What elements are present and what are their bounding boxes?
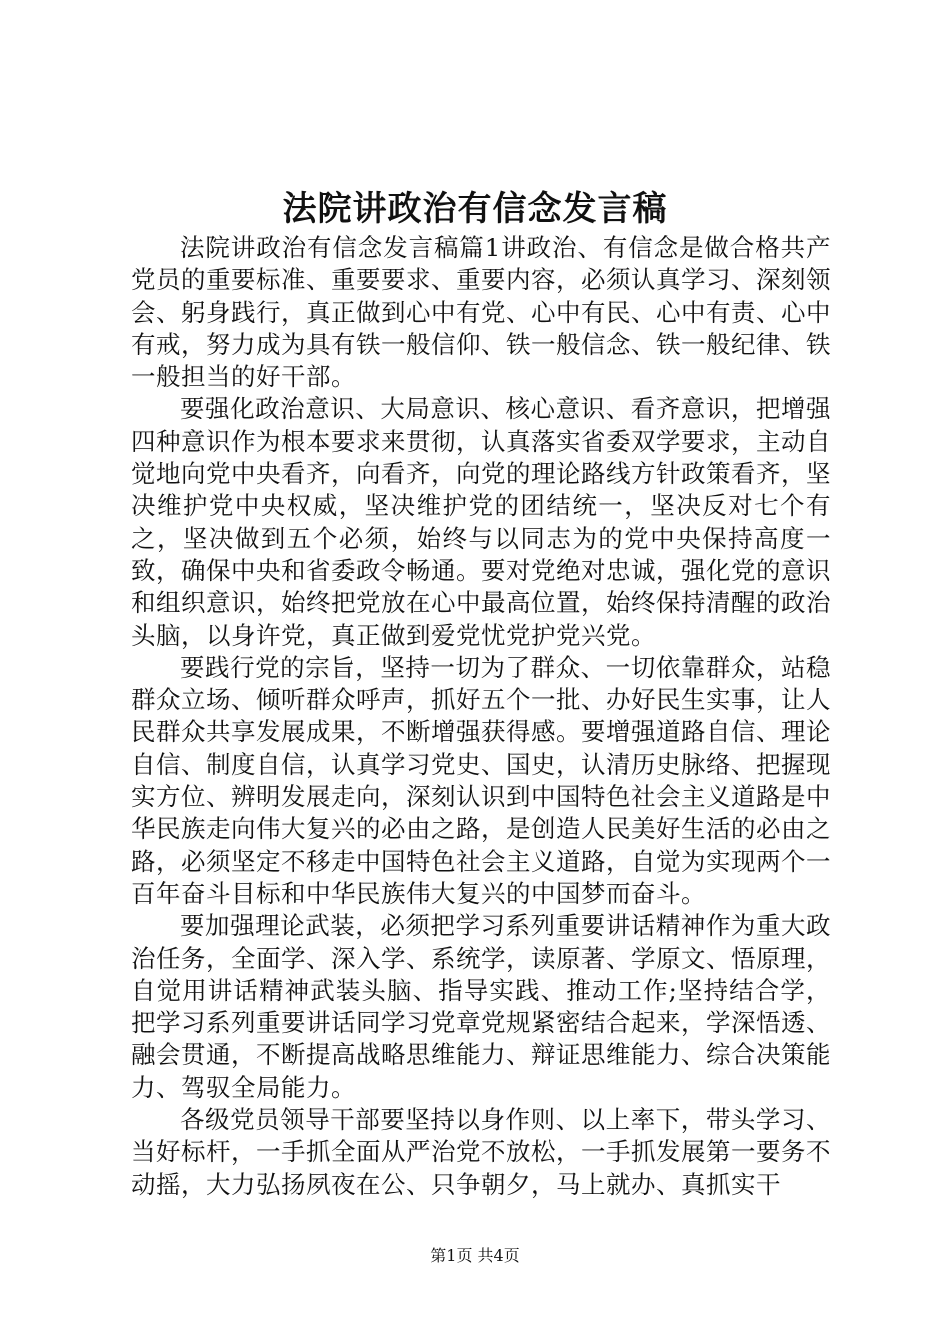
paragraph-5: 各级党员领导干部要坚持以身作则、以上率下，带头学习、当好标杆，一手抓全面从严治党不放松，一手抓发展第一要务不动摇，大力弘扬夙夜在公、只争朝夕，马上就办、真抓实干 — [131, 1105, 831, 1199]
page-footer: 第1页 共4页 — [430, 1246, 520, 1265]
paragraph-4: 要加强理论武装，必须把学习系列重要讲话精神作为重大政治任务，全面学、深入学、系统学，读原著、学原文、悟原理，自觉用讲话精神武装头脑、指导实践、推动工作;坚持结合学，把学习系列重要讲话同学习党章党规紧密结合起来，学深悟透、融会贯通，不断提高战略思维能力、辩证思维能力、综合决策能力、驾驭全局能力。 — [131, 911, 831, 1102]
paragraph-2: 要强化政治意识、大局意识、核心意识、看齐意识，把增强四种意识作为根本要求来贯彻，认真落实省委双学要求，主动自觉地向党中央看齐，向看齐，向党的理论路线方针政策看齐，坚决维护党中央权威，坚决维护党的团结统一，坚决反对七个有之，坚决做到五个必须，始终与以同志为的党中央保持高度一致，确保中央和省委政令畅通。要对党绝对忠诚，强化党的意识和组织意识，始终把党放在心中最高位置，始终保持清醒的政治头脑，以身许党，真正做到爱党忧党护党兴党。 — [131, 394, 831, 650]
document-body — [131, 232, 831, 1201]
document-title: 法院讲政治有信念发言稿 — [282, 189, 668, 229]
paragraph-3: 要践行党的宗旨，坚持一切为了群众、一切依靠群众，站稳群众立场、倾听群众呼声，抓好五个一批、办好民生实事，让人民群众共享发展成果，不断增强获得感。要增强道路自信、理论自信、制度自信，认真学习党史、国史，认清历史脉络、把握现实方位、辨明发展走向，深刻认识到中国特色社会主义道路是中华民族走向伟大复兴的必由之路，是创造人民美好生活的必由之路，必须坚定不移走中国特色社会主义道路，自觉为实现两个一百年奋斗目标和中华民族伟大复兴的中国梦而奋斗。 — [131, 652, 831, 908]
paragraph-1: 法院讲政治有信念发言稿篇1讲政治、有信念是做合格共产党员的重要标准、重要要求、重要内容，必须认真学习、深刻领会、躬身践行，真正做到心中有党、心中有民、心中有责、心中有戒，努力成为具有铁一般信仰、铁一般信念、铁一般纪律、铁一般担当的好干部。 — [131, 233, 831, 392]
